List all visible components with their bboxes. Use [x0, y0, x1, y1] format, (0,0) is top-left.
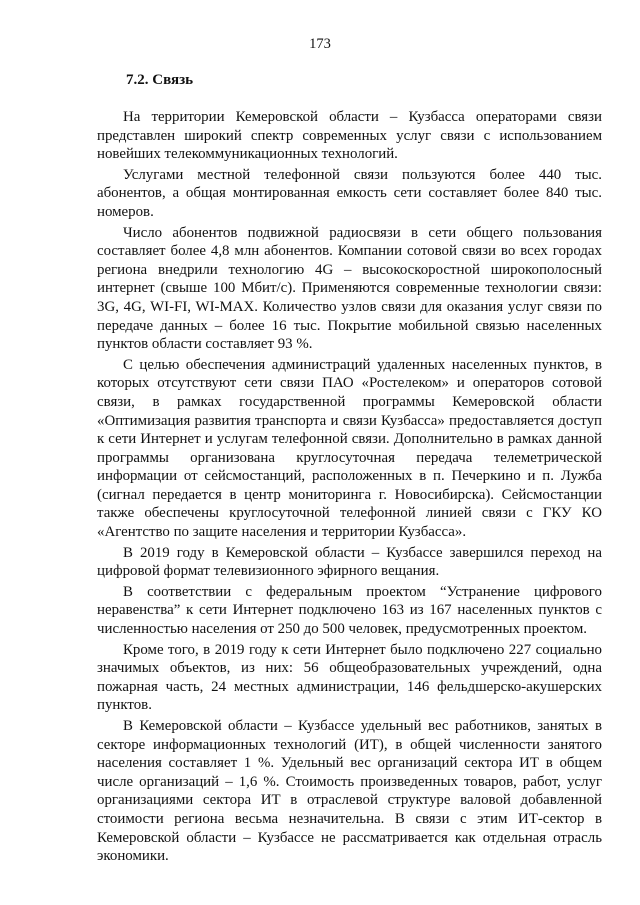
paragraph-it-sector: В Кемеровской области – Кузбассе удельный вес работников, занятых в секторе информационных технологий (ИТ), в общей численности занятого населения составляет 1 %. Удельный вес организаций сектора ИТ в общем числе организаций – 1,6 %. Стоимость произведенных товаров, работ, услуг организациями сектора ИТ в отраслевой структуре валовой добавленной стоимости региона весьма незначительна. В связи с этим ИТ-сектор в Кемеровской области – Кузбассе не рассматривается как отдельная отрасль экономики. — [97, 718, 602, 865]
page-number: 173 — [309, 36, 331, 52]
paragraph-mobile-communication: Число абонентов подвижной радиосвязи в сети общего пользования составляет более 4,8 млн абонентов. Компании сотовой связи во всех городах региона внедрили технологию 4G – высокоскоростной широкополосный интернет (свыше 100 Мбит/с). Применяются современные технологии связи: 3G, 4G, WI-FI, WI-MAX. Количество узлов связи для оказания услуг связи по передаче данных – более 16 тыс. Покрытие мобильной связью населенных пунктов области составляет 93 %. — [97, 224, 602, 353]
paragraph-digital-tv: В 2019 году в Кемеровской области – Кузбассе завершился переход на цифровой формат телевизионного эфирного вещания. — [97, 544, 602, 580]
paragraph-local-telephony: Услугами местной телефонной связи пользуются более 440 тыс. абонентов, а общая монтированная емкость сети составляет более 840 тыс. номеров. — [97, 166, 602, 220]
paragraph-digital-inequality: В соответствии с федеральным проектом “Устранение цифрового неравенства” к сети Интернет подключено 163 из 167 населенных пунктов с численностью населения от 250 до 500 человек, предусмотренных проектом. — [97, 583, 602, 638]
paragraph-intro: На территории Кемеровской области – Кузбасса операторами связи представлен широкий спектр современных услуг связи с использованием новейших телекоммуникационных технологий. — [97, 109, 602, 163]
body-text — [97, 108, 602, 868]
section-heading: 7.2. Связь — [126, 72, 194, 88]
paragraph-social-objects: Кроме того, в 2019 году к сети Интернет было подключено 227 социально значимых объектов, из них: 56 общеобразовательных учреждений, одна пожарная часть, 24 местных администрации, 146 фельдшерско-акушерских пунктов. — [97, 641, 602, 714]
paragraph-remote-settlements: С целью обеспечения администраций удаленных населенных пунктов, в которых отсутствуют сети связи ПАО «Ростелеком» и операторов сотовой связи, в рамках государственной программы Кемеровской области «Оптимизация развития транспорта и связи Кузбасса» предоставляется доступ к сети Интернет и услугам телефонной связи. Дополнительно в рамках данной программы организована круглосуточная передача телеметрической информации от сейсмостанций, расположенных в п. Печеркино и п. Лужба (сигнал передается в центр мониторинга г. Новосибирска). Сейсмостанции также обеспечены круглосуточной телефонной линией связи с ГКУ КО «Агентство по защите населения и территории Кузбасса». — [97, 356, 602, 541]
